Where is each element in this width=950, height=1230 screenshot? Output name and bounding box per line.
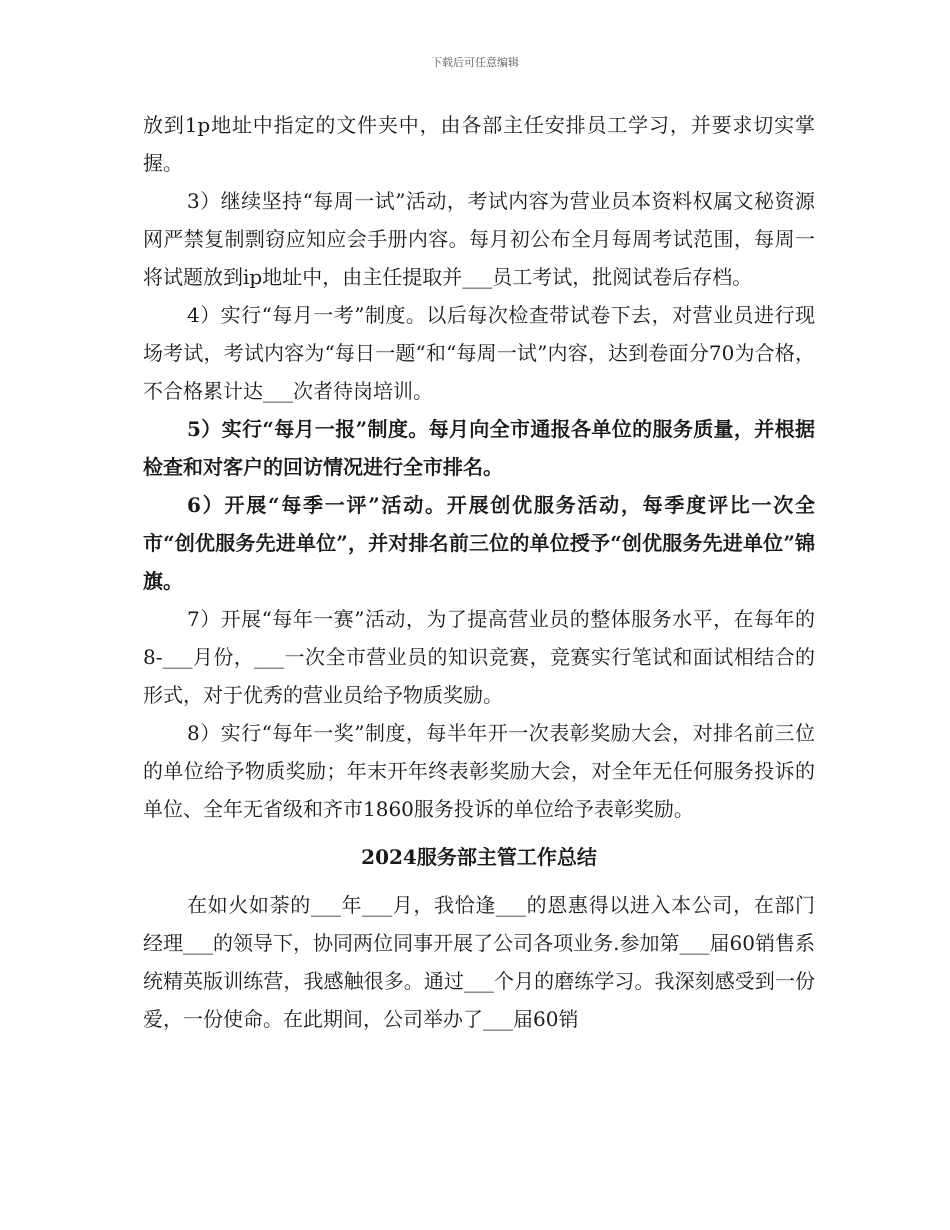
section-title: 2024服务部主管工作总结 [361, 845, 597, 869]
paragraph-item-5: 5）实行“每月一报”制度。每月向全市通报各单位的服务质量，并根据检查和对客户的回访情况进行全市排名。 [143, 417, 815, 479]
paragraph-continuation: 放到1p地址中指定的文件夹中，由各部主任安排员工学习，并要求切实掌握。 [143, 113, 815, 175]
page-header: 下载后可任意编辑 [431, 56, 519, 69]
paragraph-summary-intro: 在如火如荼的___年___月，我恰逢___的恩惠得以进入本公司，在部门经理___的领导下，协同两位同事开展了公司各项业务.参加第___届60销售系统精英版训练营，我感触很多。通过___个月的磨练学习。我深刻感受到一份爱，一份使命。在此期间，公司举办了___届60销 [143, 893, 815, 1031]
paragraph-item-4: 4）实行“每月一考”制度。以后每次检查带试卷下去，对营业员进行现场考试，考试内容为“每日一题“和“每周一试”内容，达到卷面分70为合格，不合格累计达___次者待岗培训。 [143, 303, 815, 403]
paragraph-item-3: 3）继续坚持“每周一试”活动，考试内容为营业员本资料权属文秘资源网严禁复制剽窃应知应会手册内容。每月初公布全月每周考试范围，每周一将试题放到ip地址中，由主任提取并___员工考试，批阅试卷后存档。 [143, 189, 815, 289]
paragraph-item-7: 7）开展“每年一赛”活动，为了提高营业员的整体服务水平，在每年的8-___月份，___一次全市营业员的知识竞赛，竞赛实行笔试和面试相结合的形式，对于优秀的营业员给予物质奖励。 [143, 607, 815, 707]
document-body [143, 106, 815, 1038]
paragraph-item-8: 8）实行“每年一奖”制度，每半年开一次表彰奖励大会，对排名前三位的单位给予物质奖励；年末开年终表彰奖励大会，对全年无任何服务投诉的单位、全年无省级和齐市1860服务投诉的单位给予表彰奖励。 [143, 721, 815, 821]
paragraph-item-6: 6）开展“每季一评”活动。开展创优服务活动，每季度评比一次全市“创优服务先进单位”，并对排名前三位的单位授予“创优服务先进单位”锦旗。 [143, 493, 815, 593]
